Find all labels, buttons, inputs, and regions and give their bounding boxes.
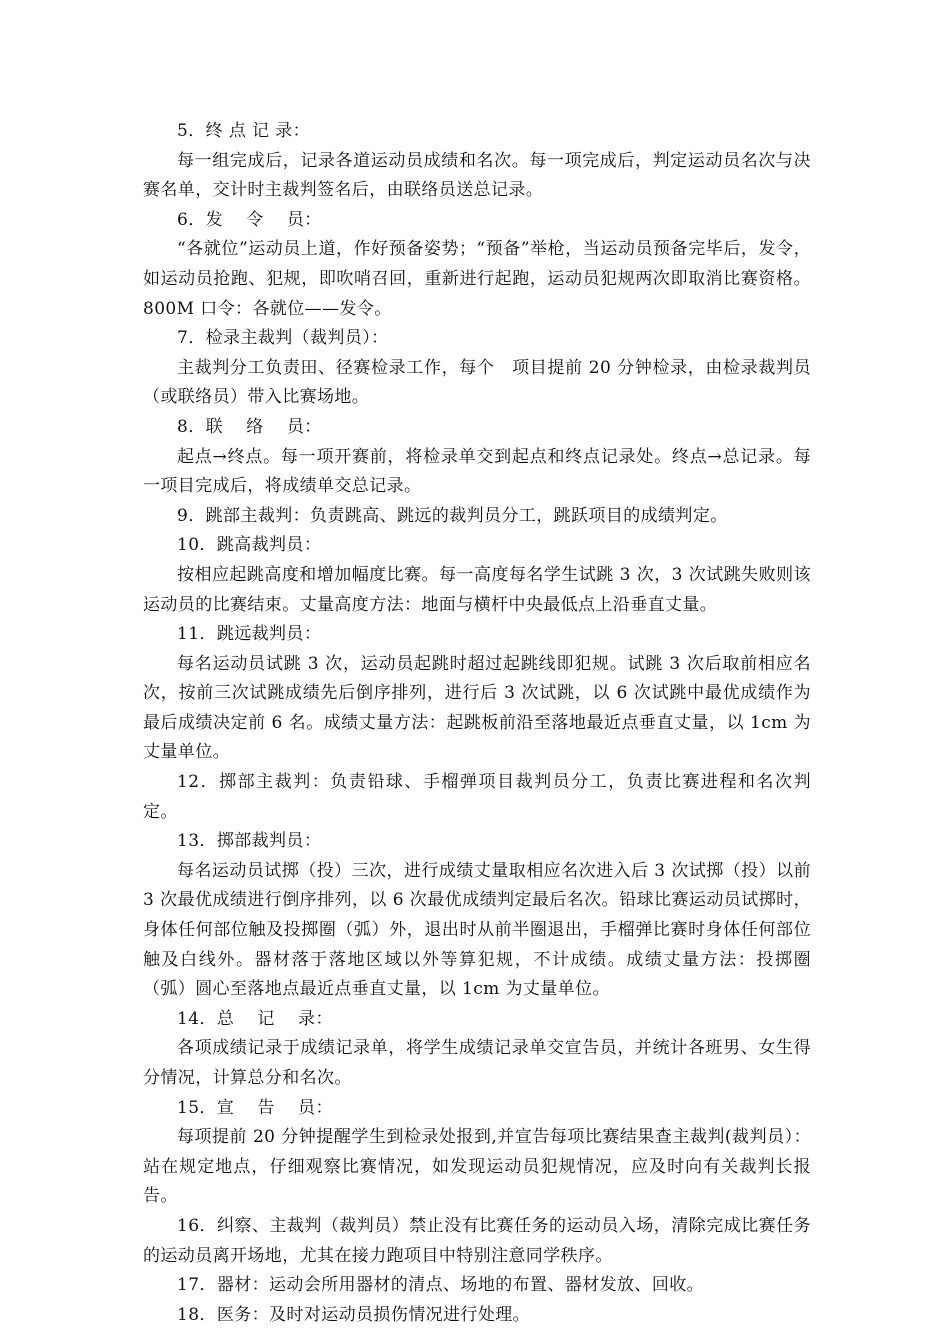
section-10-heading: 10．跳高裁判员： [177, 535, 322, 556]
section-15-heading: 15．宣 告 员： [177, 1097, 333, 1118]
section-5-body: 每一组完成后，记录各道运动员成绩和名次。每一项完成后，判定运动员名次与决赛名单，交计时主裁判签名后，由联络员送总记录。 [143, 150, 811, 201]
section-14-heading: 14．总 记 录： [177, 1008, 333, 1029]
section-13-body: 每名运动员试掷（投）三次，进行成绩丈量取相应名次进入后 3 次试掷（投）以前 3 次最优成绩进行倒序排列，以 6 次最优成绩判定最后名次。铅球比赛运动员试掷时，身体任何部位触及投掷圈（弧）外，退出时从前半圈退出，手榴弹比赛时身体任何部位触及白线外。器材落于落地区域以外等算犯规，不计成绩。成绩丈量方法：投掷圈（弧）圆心至落地点最近点垂直丈量，以 1cm 为丈量单位。 [143, 860, 817, 1000]
section-11-heading: 11．跳远裁判员： [177, 624, 322, 645]
section-13-heading: 13．掷部裁判员： [177, 831, 322, 852]
section-7-body: 主裁判分工负责田、径赛检录工作，每个 项目提前 20 分钟检录，由检录裁判员（或联络员）带入比赛场地。 [143, 357, 811, 408]
section-12-heading: 12．掷部主裁判：负责铅球、手榴弹项目裁判员分工，负责比赛进程和名次判 定。 [143, 772, 829, 822]
section-6-heading: 6．发 令 员： [177, 209, 322, 230]
section-5-heading: 5．终 点 记 录： [177, 121, 311, 141]
section-8-heading: 8．联 络 员： [177, 416, 322, 437]
section-8-body: 起点→终点。每一项开赛前，将检录单交到起点和终点记录处。终点→总记录。每一项目完成后，将成绩单交总记录。 [143, 446, 811, 497]
section-10-body: 按相应起跳高度和增加幅度比赛。每一高度每名学生试跳 3 次，3 次试跳失败则该运动员的比赛结束。丈量高度方法：地面与横杆中央最低点上沿垂直丈量。 [143, 564, 811, 615]
section-18-heading: 18．医务：及时对运动员损伤情况进行处理。 [177, 1304, 531, 1325]
document-body [143, 117, 829, 1330]
section-7-heading: 7．检录主裁判（裁判员）： [177, 328, 389, 349]
section-17-heading: 17．器材：运动会所用器材的清点、场地的布置、器材发放、回收。 [177, 1275, 705, 1296]
section-11-body: 每名运动员试跳 3 次，运动员起跳时超过起跳线即犯规。试跳 3 次后取前相应名次，按前三次试跳成绩先后倒序排列，进行后 3 次试跳，以 6 次试跳中最优成绩作为最后成绩决定前 6 名。成绩丈量方法：起跳板前沿至落地最近点垂直丈量，以 1cm 为丈量单位。 [143, 653, 811, 763]
section-14-body: 各项成绩记录于成绩记录单，将学生成绩记录单交宣告员，并统计各班男、女生得分情况，计算总分和名次。 [143, 1038, 811, 1088]
section-15-body: 每项提前 20 分钟提醒学生到检录处报到,并宣告每项比赛结果查主裁判(裁判员）：站在规定地点，仔细观察比赛情况，如发现运动员犯规情况，应及时向有关裁判长报告。 [143, 1127, 811, 1207]
section-6-body: “各就位”运动员上道，作好预备姿势；“预备”举枪，当运动员预备完毕后，发令，如运动员抢跑、犯规，即吹哨召回，重新进行起跑，运动员犯规两次即取消比赛资格。800M 口令：各就位——发令。 [143, 239, 811, 319]
section-9-heading: 9．跳部主裁判：负责跳高、跳远的裁判员分工，跳跃项目的成绩判定。 [177, 505, 728, 526]
section-16-heading: 16．纠察、主裁判（裁判员）禁止没有比赛任务的运动员入场，清除完成比赛任务的运动员离开场地，尤其在接力跑项目中特别注意同学秩序。 [143, 1215, 811, 1266]
